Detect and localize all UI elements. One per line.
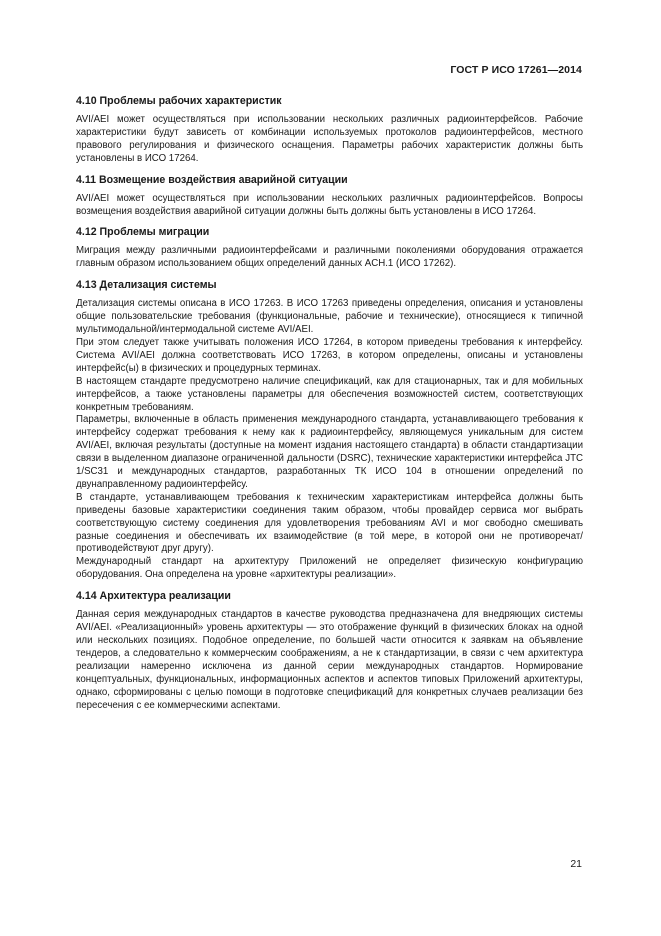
section-4-11 (76, 174, 583, 219)
section-title: 4.14 Архитектура реализации (76, 590, 231, 603)
document-body (76, 95, 583, 712)
paragraph: Данная серия международных стандартов в качестве руководства предназначена для внедряющих системы AVI/AEI. «Реализационный» уровень архитектуры — это отображение функций в физических блоках на одной или нескольких позициях. Подобное определение, по большей части относится к заявкам на объявление тендеров, а следовательно к коммерческим соображениям, а не к стандартизации, в связи с чем архитектура реализации намеренно исключена из данной серии международных стандартов. Нормирование концептуальных, функциональных, информационных аспектов и аспектов типовых Приложений архитектуры, однако, сформированы с целью помощи в подготовке спецификаций для конкретных случаев реализации без пересечения с ее коммерческими аспектами. (76, 609, 583, 711)
page-number: 21 (570, 858, 582, 870)
section-title: 4.12 Проблемы миграции (76, 226, 210, 239)
section-4-14 (76, 590, 583, 712)
section-title: 4.10 Проблемы рабочих характеристик (76, 95, 282, 107)
paragraph: При этом следует также учитывать положения ИСО 17264, в котором приведены требования к интерфейсу. Система AVI/AEI должна соответствовать ИСО 17263, в котором определены, описаны и установлены интерфейс(ы) в физических и процедурных терминах. (76, 336, 583, 374)
section-4-12 (76, 226, 583, 271)
paragraph: Детализация системы описана в ИСО 17263. В ИСО 17263 приведены определения, описания и установлены общие пользовательские требования (функциональные, рабочие и технические), относящиеся к типичной мультимодальной/интермодальной системе AVI/AEI. (76, 298, 583, 336)
paragraph: В настоящем стандарте предусмотрено наличие спецификаций, как для стационарных, так и для мобильных интерфейсов, а также установлены параметры для обеспечения возможностей систем, соответствующих конкретным требованиям. (76, 375, 583, 413)
paragraph: Миграция между различными радиоинтерфейсами и различными поколениями оборудования отражается главным образом использованием общих определений данных ACH.1 (ИСО 17262). (76, 245, 583, 270)
standard-designation: ГОСТ Р ИСО 17261—2014 (450, 64, 582, 76)
paragraph: AVI/AEI может осуществляться при использовании нескольких различных радиоинтерфейсов. Вопросы возмещения воздействия аварийной ситуации должны быть должны быть установлены в ИСО 17264. (76, 192, 583, 217)
paragraph: Параметры, включенные в область применения международного стандарта, устанавливающего требования к интерфейсу содержат требования к нему как к радиоинтерфейсу, являющемуся уникальным для систем AVI/AEI, включая результаты (доступные на момент издания настоящего стандарта) в области стандартизации связи в выделенном диапазоне ограниченной дальности (DSRC), технические характеристики интерфейса JTC 1/SC31 и международных стандартов, разработанных ТК ИСО 104 в отношении определений по двунаправленному радиоинтерфейсу. (76, 414, 583, 490)
section-4-13 (76, 279, 583, 582)
paragraph: В стандарте, устанавливающем требования к техническим характеристикам интерфейса должны быть приведены базовые характеристики соединения таким образом, чтобы провайдер сервиса мог выбрать соответствующую систему соединения для удовлетворения требованиям AVI и мог свободно смешивать разные соединения и обеспечивать их взаимодействие (в той мере, в которой они не противоречат/противодействуют друг другу). (76, 491, 583, 555)
paragraph: AVI/AEI может осуществляться при использовании нескольких различных радиоинтерфейсов. Рабочие характеристики будут зависеть от комбинации используемых протоколов радиоинтерфейсов, местного правового регулирования и физического оснащения. Параметры рабочих характеристик должны быть установлены в ИСО 17264. (76, 114, 583, 164)
paragraph: Международный стандарт на архитектуру Приложений не определяет физическую конфигурацию оборудования. Она определена на уровне «архитектуры реализации». (76, 556, 583, 581)
section-4-10 (76, 95, 583, 166)
section-title: 4.11 Возмещение воздействия аварийной ситуации (76, 173, 348, 186)
section-title: 4.13 Детализация системы (76, 279, 217, 292)
